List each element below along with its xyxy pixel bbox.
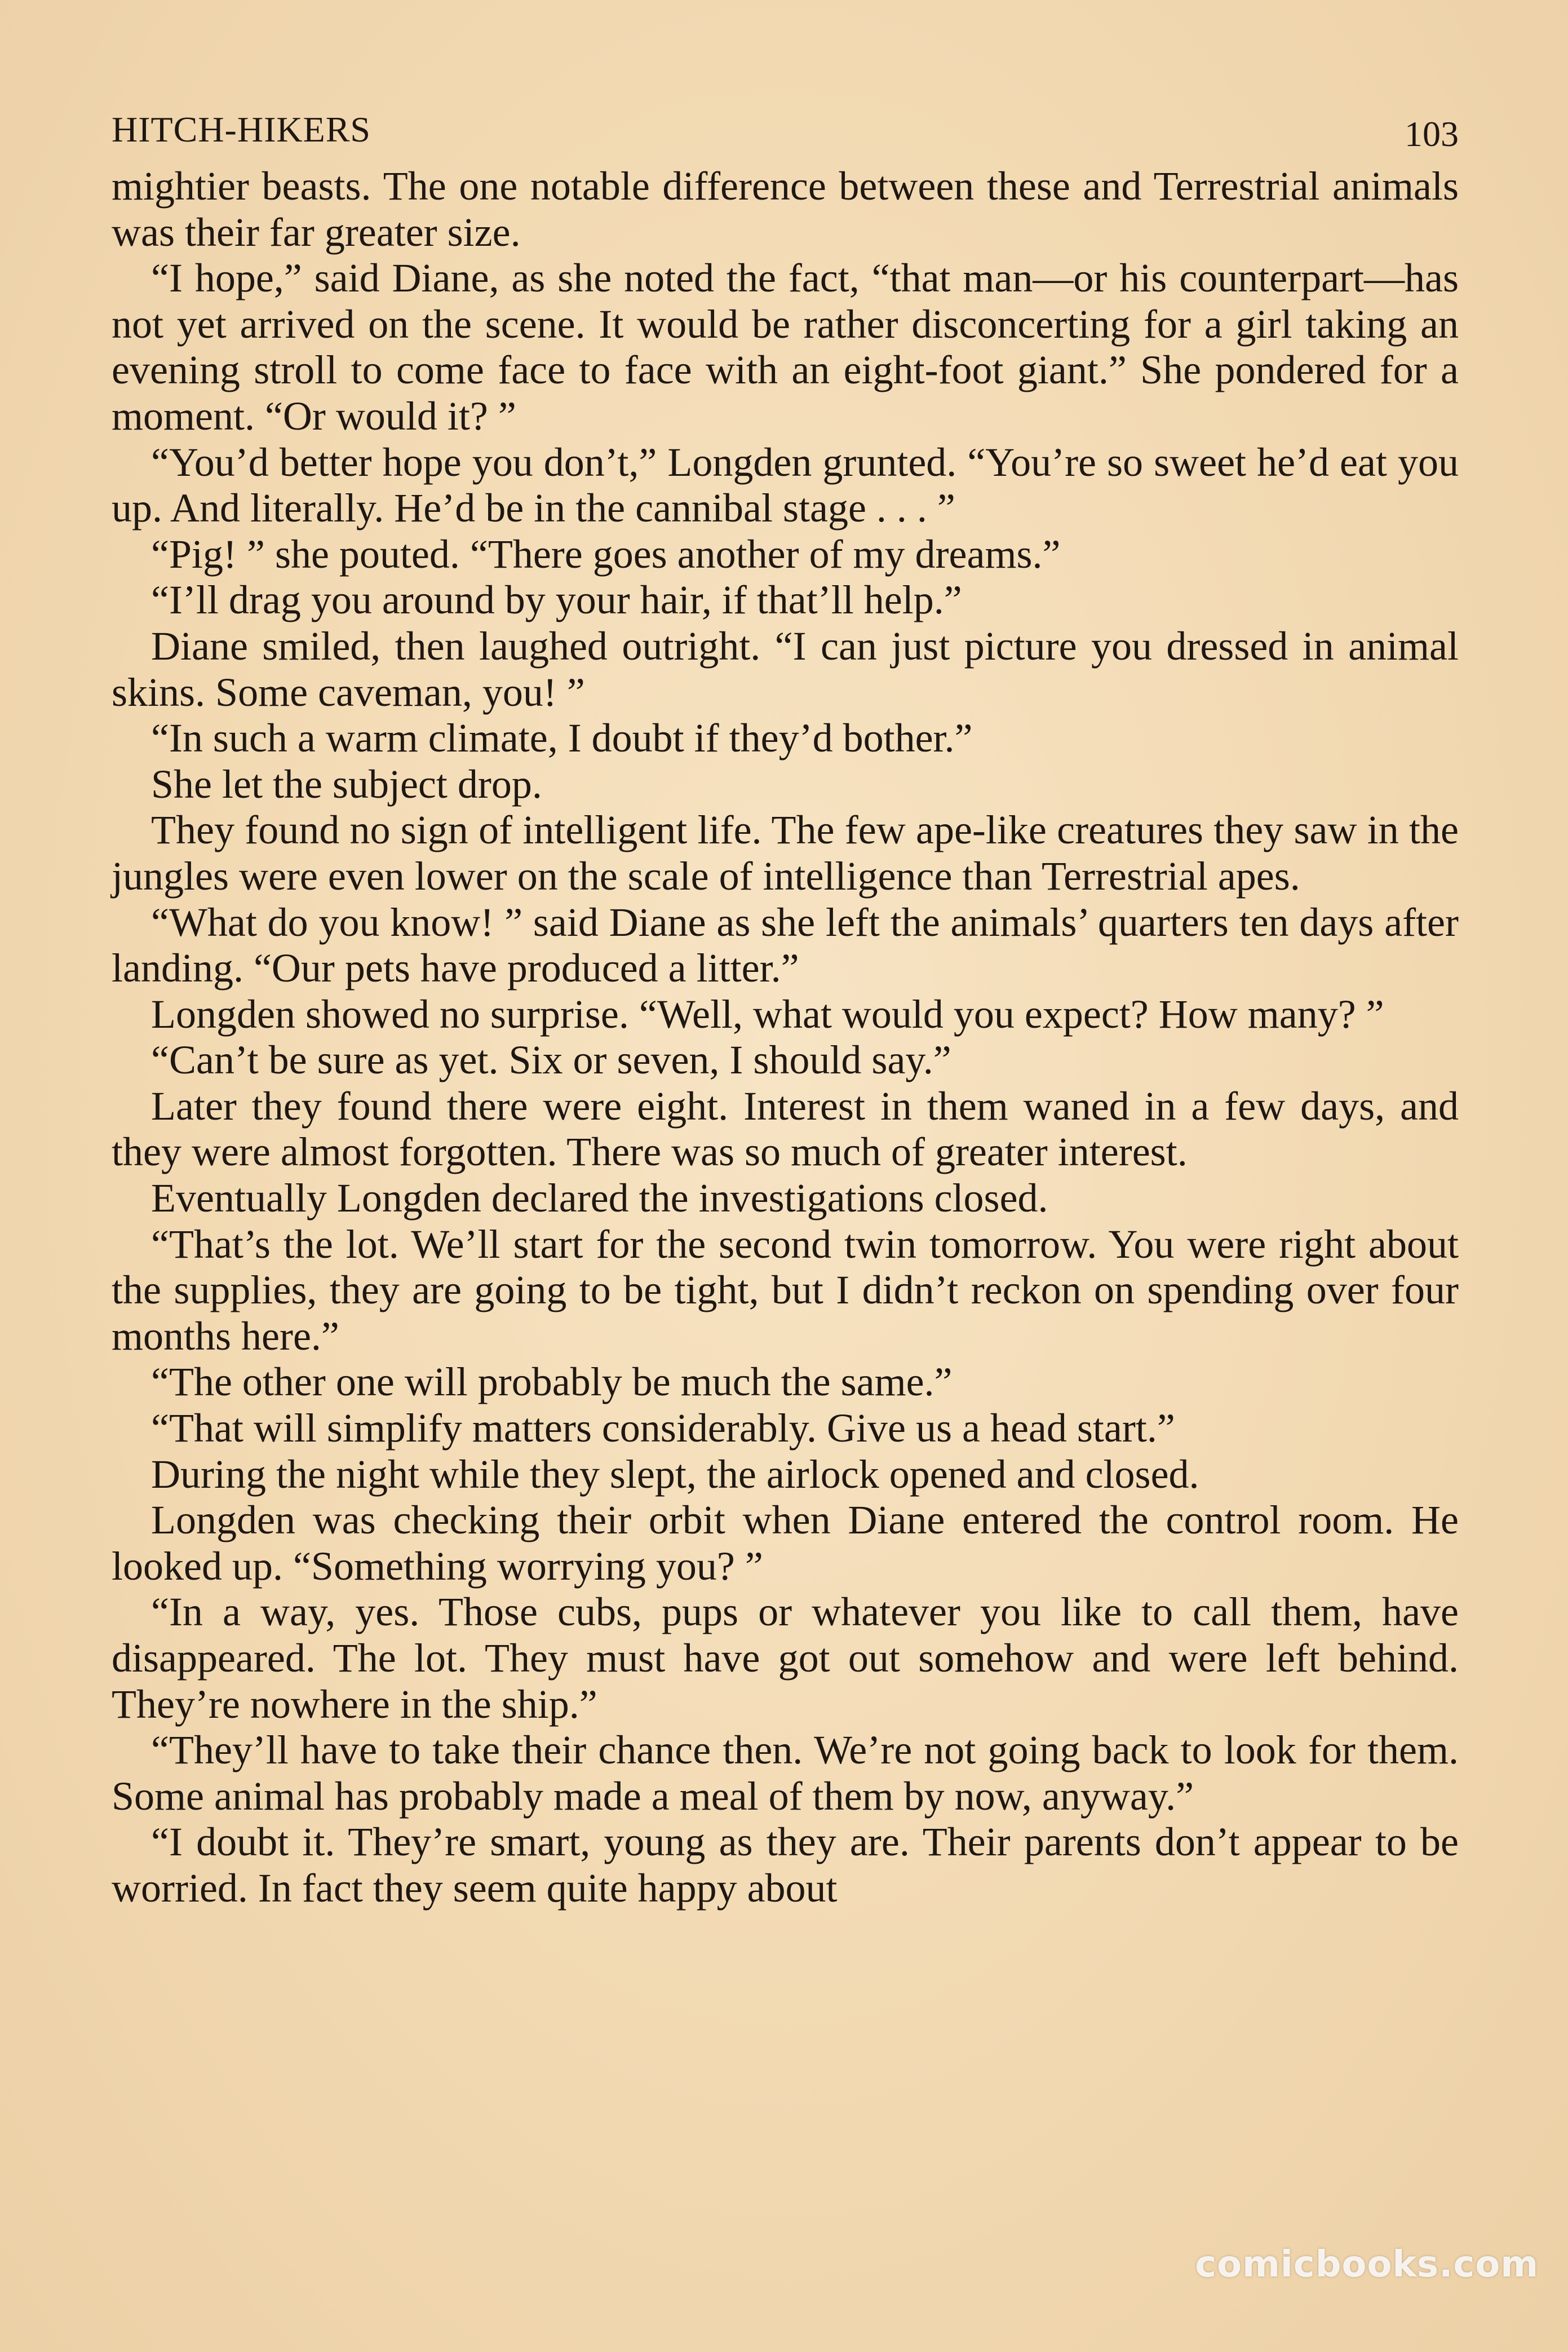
- paragraph: “They’ll have to take their chance then. We’re not going back to look for them. Some animal has probably made a meal of them by now, anyway.”: [112, 1727, 1459, 1819]
- paragraph: “You’d better hope you don’t,” Longden grunted. “You’re so sweet he’d eat you up. And literally. He’d be in the cannibal stage . . . ”: [112, 439, 1459, 531]
- paragraph: mightier beasts. The one notable difference between these and Terrestrial animals was their far greater size.: [112, 163, 1459, 255]
- page-content: [112, 96, 1459, 1912]
- paragraph: “In such a warm climate, I doubt if they’d bother.”: [151, 715, 973, 761]
- paragraph: Longden was checking their orbit when Diane entered the control room. He looked up. “Something worrying you? ”: [112, 1497, 1459, 1589]
- watermark-text: comicbooks.com: [1195, 2244, 1539, 2285]
- paragraph: Diane smiled, then laughed outright. “I can just picture you dressed in animal skins. Some caveman, you! ”: [112, 623, 1459, 715]
- paragraph: During the night while they slept, the airlock opened and closed.: [151, 1451, 1199, 1497]
- paragraph: “I hope,” said Diane, as she noted the fact, “that man—or his counterpart—has not yet arrived on the scene. It would be rather disconcerting for a girl taking an evening stroll to come face to face with an eight-foot giant.” She pondered for a moment. “Or would it? ”: [112, 255, 1459, 439]
- page-header: [112, 96, 1459, 163]
- page-number: 103: [1405, 114, 1459, 154]
- paragraph: “What do you know! ” said Diane as she left the animals’ quarters ten days after landing. “Our pets have produced a litter.”: [112, 899, 1459, 991]
- paragraph: “I doubt it. They’re smart, young as they are. Their parents don’t appear to be worried. In fact they seem quite happy about: [112, 1819, 1459, 1911]
- paragraph: Later they found there were eight. Interest in them waned in a few days, and they were almost forgotten. There was so much of greater interest.: [112, 1083, 1459, 1175]
- paragraph: They found no sign of intelligent life. The few ape-like creatures they saw in the jungles were even lower on the scale of intelligence than Terrestrial apes.: [112, 807, 1459, 899]
- running-head: HITCH-HIKERS: [112, 109, 371, 149]
- paragraph: “Can’t be sure as yet. Six or seven, I should say.”: [151, 1037, 951, 1083]
- paragraph: Eventually Longden declared the investigations closed.: [151, 1175, 1048, 1221]
- paragraph: Longden showed no surprise. “Well, what would you expect? How many? ”: [151, 991, 1384, 1037]
- paragraph: “Pig! ” she pouted. “There goes another of my dreams.”: [151, 531, 1061, 577]
- paragraph: “In a way, yes. Those cubs, pups or whatever you like to call them, have disappeared. The lot. They must have got out somehow and were left behind. They’re nowhere in the ship.”: [112, 1589, 1459, 1727]
- paragraph: “The other one will probably be much the same.”: [151, 1359, 953, 1405]
- paragraph: She let the subject drop.: [151, 761, 542, 807]
- paragraph: “I’ll drag you around by your hair, if that’ll help.”: [151, 577, 962, 623]
- paragraph: “That will simplify matters considerably. Give us a head start.”: [151, 1405, 1175, 1451]
- paragraph: “That’s the lot. We’ll start for the second twin tomorrow. You were right about the supplies, they are going to be tight, but I didn’t reckon on spending over four months here.”: [112, 1221, 1459, 1359]
- body-text: [112, 163, 1459, 1912]
